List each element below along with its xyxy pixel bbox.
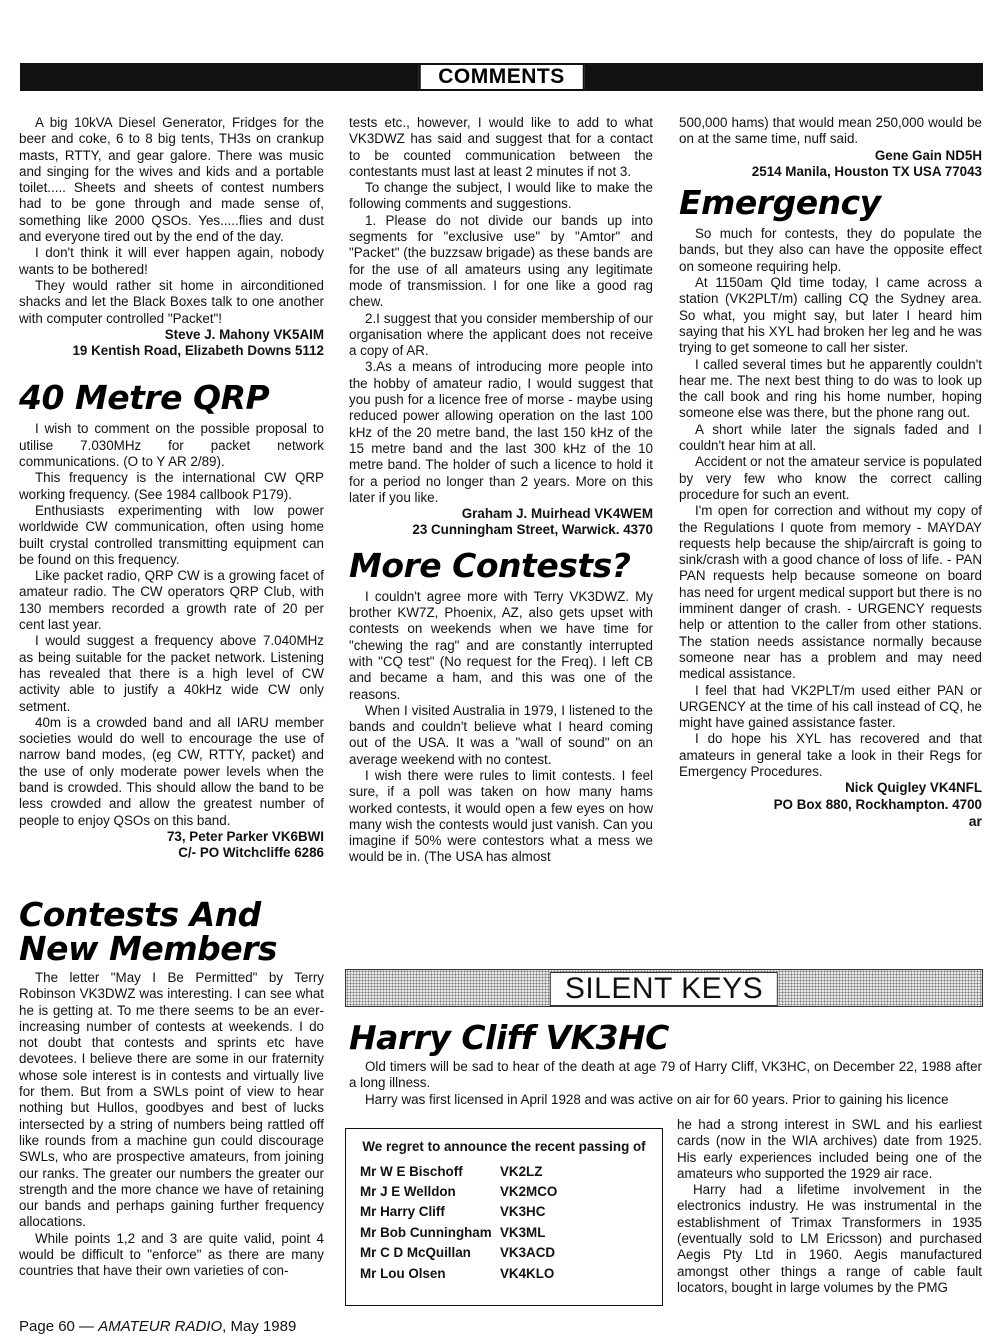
paragraph: I'm open for correction and without my copy of the Regulations I quote from memory - MAYDAY requests help because the ship/aircraft is going to sink/crash with a good chance of loss of life. - PAN PAN requests help because someone on board has need for urgent medical support but there is no imminent danger of crash. - URGENCY requests help or attention to the caller from other stations. The station needs assistance normally because someone near has a problem and may need medical assistance.	[679, 503, 982, 682]
paragraph: 1. Please do not divide our bands up into segments for "exclusive use" by "Amtor" and "Packet" (the buzzsaw brigade) as these bands are for the use of all amateurs using any legitimate mode of transmission. I for one like a good rag chew.	[349, 212, 653, 310]
passing-call: VK2LZ	[500, 1163, 543, 1179]
signature-address: 23 Cunningham Street, Warwick. 4370	[412, 522, 653, 538]
paragraph: Enthusiasts experimenting with low power worldwide CW communication, often using home built crystal controlled transmitting equipment can be found on this frequency.	[19, 502, 324, 567]
paragraph: I couldn't agree more with Terry VK3DWZ. My brother KW7Z, Phoenix, AZ, also gets upset with contests on weekends when we have time for "chewing the rag" and are constantly interrupted with "CQ test" (No request for the Freq). I left CB and became a ham, and this was one of the reasons.	[349, 588, 653, 702]
heading-more-contests: More Contests?	[349, 545, 631, 585]
passings-box-title: We regret to announce the recent passing of	[362, 1139, 646, 1154]
table-row	[360, 1161, 557, 1181]
passing-name: Mr W E Bischoff	[360, 1163, 463, 1179]
signature-address: PO Box 880, Rockhampton. 4700	[773, 796, 982, 812]
paragraph: Like packet radio, QRP CW is a growing facet of amateur radio. The CW operators QRP Club, with 130 members recorded a growth rate of 20 per cent last year.	[19, 568, 324, 633]
paragraph: I feel that had VK2PLT/m used either PAN or URGENCY at the time of his call instead of CQ, he might have gained assistance faster.	[679, 682, 982, 731]
footer-date: , May 1989	[222, 1318, 297, 1335]
passing-call: VK4KLO	[500, 1265, 555, 1281]
heading-harry-cliff: Harry Cliff VK3HC	[349, 1018, 669, 1057]
heading-40-metre-qrp: 40 Metre QRP	[19, 378, 270, 418]
paragraph: 500,000 hams) that would mean 250,000 would be on at the same time, nuff said.	[679, 115, 982, 147]
silent-keys-title: SILENT KEYS	[550, 972, 778, 1006]
end-mark: ar	[968, 812, 982, 829]
passings-table	[360, 1161, 557, 1283]
passing-call: VK3HC	[500, 1204, 546, 1220]
paragraph: I do hope his XYL has recovered and that amateurs in general take a look in their Regs for Emergency Procedures.	[679, 731, 982, 779]
paragraph: While points 1,2 and 3 are quite valid, point 4 would be difficult to "enforce" as there are many countries that have their own varieties of con-	[19, 1230, 324, 1279]
paragraph: 40m is a crowded band and all IARU member societies would do well to encourage the use of narrow band modes, (eg CW, RTTY, packet) and the use of only moderate power levels when the band is crowded. This should allow the band to be less crowded and allow the greatest number of people to enjoy QSOs on this band.	[19, 714, 324, 828]
paragraph: The letter "May I Be Permitted" by Terry Robinson VK3DWZ was interesting. I can see what he is getting at. To me there seems to be an ever-increasing number of contests at weekends. I do not doubt that contests and sprints etc have devotees. I believe there are some in our fraternity whose sole interest is in contests and virtually live for them. But from a SWLs point of view to hear nothing but Hullos, goodbyes and best of lucks intersected by a string of numbers being rattled off like rounds from a machine gun could discourage SWLs, who are prospective amateurs, from joining our ranks. The greater our numbers the greater our strength and the more chance we have of retaining our bands and perhaps gaining further frequency allocations.	[19, 970, 324, 1230]
paragraph: he had a strong interest in SWL and his earliest cards (now in the WIA archives) date from 1925. His early experiences included being one of the amateurs who supported the 1929 air race.	[677, 1117, 982, 1181]
page-footer	[19, 1318, 296, 1335]
paragraph: A short while later the signals faded and I couldn't hear him at all.	[679, 421, 982, 454]
column-2	[349, 115, 653, 866]
paragraph: Old timers will be sad to hear of the death at age 79 of Harry Cliff, VK3HC, on December 22, 1988 after a long illness.	[349, 1059, 982, 1091]
paragraph: I don't think it will ever happen again, nobody wants to be bothered!	[19, 245, 324, 277]
signature-name: Nick Quigley VK4NFL	[845, 780, 982, 796]
passing-call: VK3ML	[500, 1224, 546, 1240]
comments-banner	[20, 63, 983, 91]
paragraph: tests etc., however, I would like to add to what VK3DWZ has said and suggest that for a contact to be counted communication between the contestants must last at least 2 minutes if not 3.	[349, 115, 653, 179]
silent-keys-banner	[345, 969, 983, 1007]
passing-name: Mr Lou Olsen	[360, 1265, 446, 1281]
paragraph: Harry was first licensed in April 1928 and was active on air for 60 years. Prior to gaining his licence	[365, 1091, 949, 1107]
contests-article	[19, 895, 324, 1280]
column-3	[679, 115, 982, 829]
paragraph: Harry had a lifetime involvement in the electronics industry. He was instrumental in the establishment of Trimax Transformers in 1935 (eventually sold to LM Ericsson) and purchased Aegis Pty Ltd in 1960. Aegis manufactured amongst other things a range of cable fault locators, bought in large volumes by the PMG	[677, 1182, 982, 1295]
paragraph: 2.I suggest that you consider membership of our organisation where the applicant does not receive a copy of AR.	[349, 310, 653, 359]
paragraph: Accident or not the amateur service is populated by very few who know the correct calling procedure for such an event.	[679, 454, 982, 502]
passing-name: Mr Harry Cliff	[360, 1204, 445, 1220]
signature-name: Graham J. Muirhead VK4WEM	[461, 506, 653, 522]
signature-name: 73, Peter Parker VK6BWI	[166, 828, 324, 844]
table-row	[360, 1181, 557, 1201]
table-row	[360, 1222, 557, 1242]
comments-banner-title: COMMENTS	[418, 65, 585, 89]
paragraph: This frequency is the international CW QRP working frequency. (See 1984 callbook P179).	[19, 470, 324, 502]
column-1	[19, 115, 324, 861]
signature-name: Gene Gain ND5H	[874, 147, 982, 163]
paragraph: I would suggest a frequency above 7.040MHz as being suitable for the packet network. Listening has revealed that there is a high level of CW activity able to justify a 40kHz wide CW only setment.	[19, 633, 324, 714]
silent-keys-continued	[677, 1117, 982, 1296]
heading-emergency: Emergency	[679, 183, 881, 223]
passing-name: Mr C D McQuillan	[360, 1245, 471, 1261]
passing-name: Mr Bob Cunningham	[360, 1224, 492, 1240]
footer-page: Page 60 —	[19, 1318, 99, 1335]
silent-keys-article	[349, 1018, 982, 1108]
paragraph: So much for contests, they do populate the bands, but they also can have the opposite effect on someone requiring help.	[679, 226, 982, 274]
paragraph: To change the subject, I would like to make the following comments and suggestions.	[349, 180, 653, 212]
table-row	[360, 1243, 557, 1263]
paragraph: They would rather sit home in airconditioned shacks and let the Black Boxes talk to one another with computer controlled "Packet"!	[19, 277, 324, 326]
heading-contests-and: Contests And	[19, 895, 261, 934]
passings-box	[345, 1128, 663, 1306]
paragraph: I wish there were rules to limit contests. I feel sure, if a poll was taken on how many hams worked contests, it would open a few eyes on how many wish the contests would just vanish. Can you imagine if 50% were contestors what a mess we would be in. (The USA has almost	[349, 767, 653, 865]
passing-name: Mr J E Welldon	[360, 1184, 456, 1200]
paragraph: At 1150am Qld time today, I came across a station (VK2PLT/m) calling CQ the Sydney area. So what, you might say, but later I heard him saying that his XYL had broken her leg and he was trying to get someone to call her sister.	[679, 275, 982, 356]
footer-magazine: AMATEUR RADIO	[98, 1318, 223, 1335]
signature-name: Steve J. Mahony VK5AIM	[164, 326, 324, 342]
paragraph: I called several times but he apparently couldn't hear me. The next best thing to do was to look up the call book and ring his home number, hoping someone else was there, but the phone rang out.	[679, 356, 982, 421]
signature-address: 2514 Manila, Houston TX USA 77043	[751, 163, 982, 179]
signature-address: C/- PO Witchcliffe 6286	[178, 845, 324, 861]
table-row	[360, 1202, 557, 1222]
paragraph: A big 10kVA Diesel Generator, Fridges for the beer and coke, 6 to 8 big tents, TH3s on crankup masts, RTTY, and gear galore. There was music and singing for the wives and kids and a portable toilet..... Sheets and sheets of contest numbers had to be gone through and made sense of, something like 2000 QSOs. Yes.....flies and dust and everyone tired out by the end of the day.	[19, 115, 324, 245]
signature-address: 19 Kentish Road, Elizabeth Downs 5112	[72, 343, 324, 359]
paragraph: I wish to comment on the possible proposal to utilise 7.030MHz for packet network communications. (O to Y AR 2/89).	[19, 421, 324, 470]
passing-call: VK2MCO	[500, 1184, 558, 1200]
paragraph: 3.As a means of introducing more people into the hobby of amateur radio, I would suggest that you push for a licence free of morse - maybe using reduced power allowing operation on the last 100 kHz of the 20 metre band, the last 150 kHz of the 15 metre band and the last 300 kHz of the 10 metre band. The holder of such a licence to hold it for a period no longer than 2 years. More on this later if you like.	[349, 359, 653, 505]
table-row	[360, 1263, 557, 1283]
paragraph: When I visited Australia in 1979, I listened to the bands and couldn't believe what I heard coming out of the USA. It was a "wall of sound" on an average weekend with no contest.	[349, 702, 653, 767]
passing-call: VK3ACD	[500, 1245, 556, 1261]
heading-new-members: New Members	[19, 929, 278, 968]
